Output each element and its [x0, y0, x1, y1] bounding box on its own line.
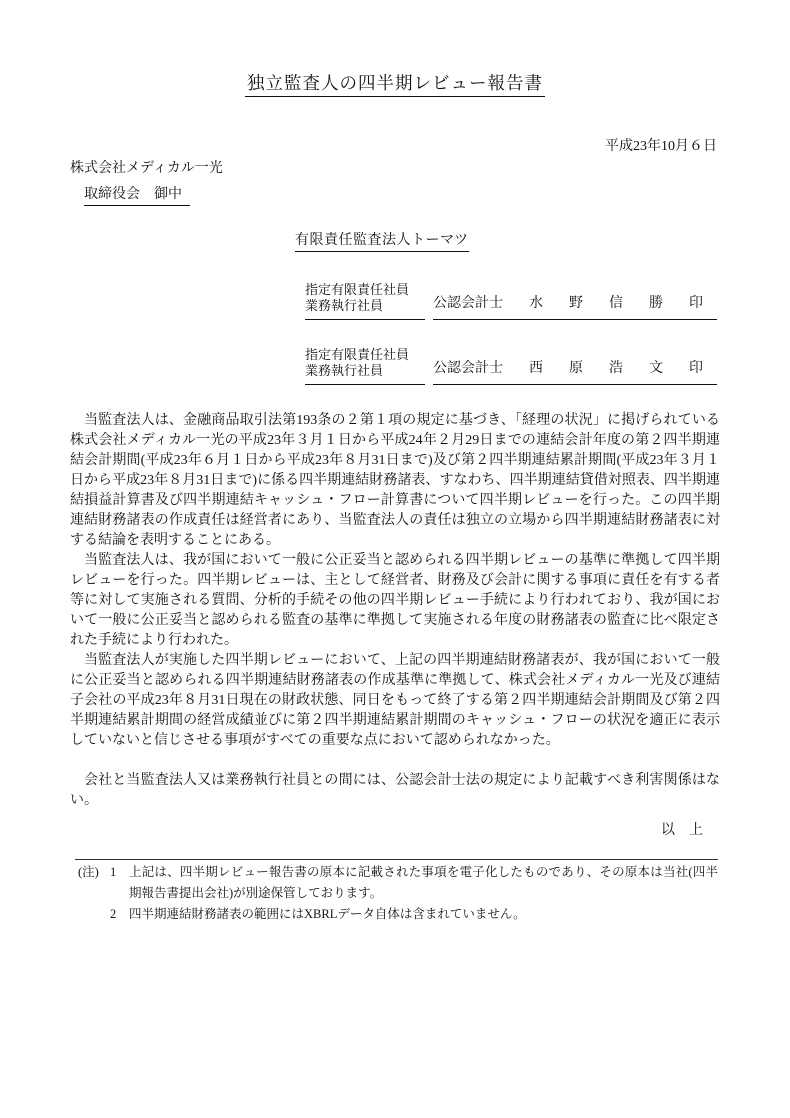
note-text: 上記は、四半期レビュー報告書の原本に記載された事項を電子化したものであり、その原本は当社(四半期報告書提出会社)が別途保管しております。	[129, 865, 718, 900]
note-number: 2	[110, 907, 117, 921]
seal-mark: 印	[689, 296, 703, 311]
title-wrap	[0, 70, 790, 95]
notes-section	[78, 862, 718, 925]
signatory-role-line2: 業務執行社員	[305, 298, 384, 313]
signatory-role-2	[305, 347, 425, 385]
signatory-name-char: 信	[609, 296, 623, 311]
paragraph-conclusion: 当監査法人が実施した四半期レビューにおいて、上記の四半期連結財務諸表が、我が国において一般に公正妥当と認められる四半期連結財務諸表の作成基準に準拠して、株式会社メディカル一光及び連結子会社の平成23年８月31日現在の財政状態、同日をもって終了する第２四半期連結会計期間及び第２四半期連結累計期間の経営成績並びに第２四半期連結累計期間のキャッシュ・フローの状況を適正に表示していないと信じさせる事項がすべての重要な点において認められなかった。	[70, 653, 720, 748]
signatory-name-char: 勝	[649, 296, 663, 311]
addressee-recipient-wrap	[84, 183, 190, 203]
signatory-role-line1: 指定有限責任社員	[305, 282, 410, 297]
seal-mark: 印	[689, 361, 703, 376]
note-item-2	[110, 904, 718, 925]
report-body	[70, 411, 720, 811]
auditor-firm-wrap	[295, 229, 469, 249]
addressee-recipient: 取締役会 御中	[84, 187, 190, 206]
signatory-role-line1: 指定有限責任社員	[305, 347, 410, 362]
paragraph-procedures: 当監査法人は、我が国において一般に公正妥当と認められる四半期レビューの基準に準拠して四半期レビューを行った。四半期レビューは、主として経営者、財務及び会計に関する事項に責任を有する者等に対して実施される質問、分析的手続その他の四半期レビュー手続により行われており、我が国において一般に公正妥当と認められる監査の基準に準拠して実施される年度の財務諸表の監査に比べ限定された手続により行われた。	[70, 553, 720, 648]
closing-statement: 以 上	[661, 823, 703, 838]
note-items	[110, 862, 718, 925]
note-marker: (注)	[78, 865, 99, 879]
signature-block-1	[305, 282, 717, 320]
auditor-firm-name: 有限責任監査法人トーマツ	[295, 233, 469, 252]
paragraph-independence: 会社と当監査法人又は業務執行社員との間には、公認会計士法の規定により記載すべき利害関係はない。	[70, 773, 720, 808]
notes-divider	[75, 859, 718, 860]
signatory-name-char: 水	[529, 296, 543, 311]
page-title: 独立監査人の四半期レビュー報告書	[245, 73, 545, 97]
signature-block-2	[305, 347, 717, 385]
signatory-name-char: 文	[649, 361, 663, 376]
signatory-role-line2: 業務執行社員	[305, 363, 384, 378]
signatory-name-char: 原	[569, 361, 583, 376]
signatory-title: 公認会計士	[433, 361, 503, 376]
addressee-company: 株式会社メディカル一光	[70, 161, 223, 176]
signatory-name-char: 野	[569, 296, 583, 311]
signatory-role-1	[305, 282, 425, 320]
paragraph-scope: 当監査法人は、金融商品取引法第193条の２第１項の規定に基づき、「経理の状況」に掲げられている株式会社メディカル一光の平成23年３月１日から平成24年２月29日までの連結会計年度の第２四半期連結会計期間(平成23年６月１日から平成23年８月31日まで)及び第２四半期連結累計期間(平成23年３月１日から平成23年８月31日まで)に係る四半期連結財務諸表、すなわち、四半期連結貸借対照表、四半期連結損益計算書及び四半期連結キャッシュ・フロー計算書について四半期レビューを行った。この四半期連結財務諸表の作成責任は経営者にあり、当監査法人の責任は独立の立場から四半期連結財務諸表に対する結論を表明することにある。	[70, 413, 720, 548]
note-number: 1	[110, 865, 117, 879]
report-date: 平成23年10月６日	[605, 139, 717, 154]
note-text: 四半期連結財務諸表の範囲にはXBRLデータ自体は含まれていません。	[129, 907, 526, 921]
signatory-name-line-1	[433, 292, 717, 320]
signatory-name-line-2	[433, 357, 717, 385]
signatory-name-char: 西	[529, 361, 543, 376]
note-item-1	[110, 862, 718, 904]
signatory-title: 公認会計士	[433, 296, 503, 311]
signatory-name-char: 浩	[609, 361, 623, 376]
